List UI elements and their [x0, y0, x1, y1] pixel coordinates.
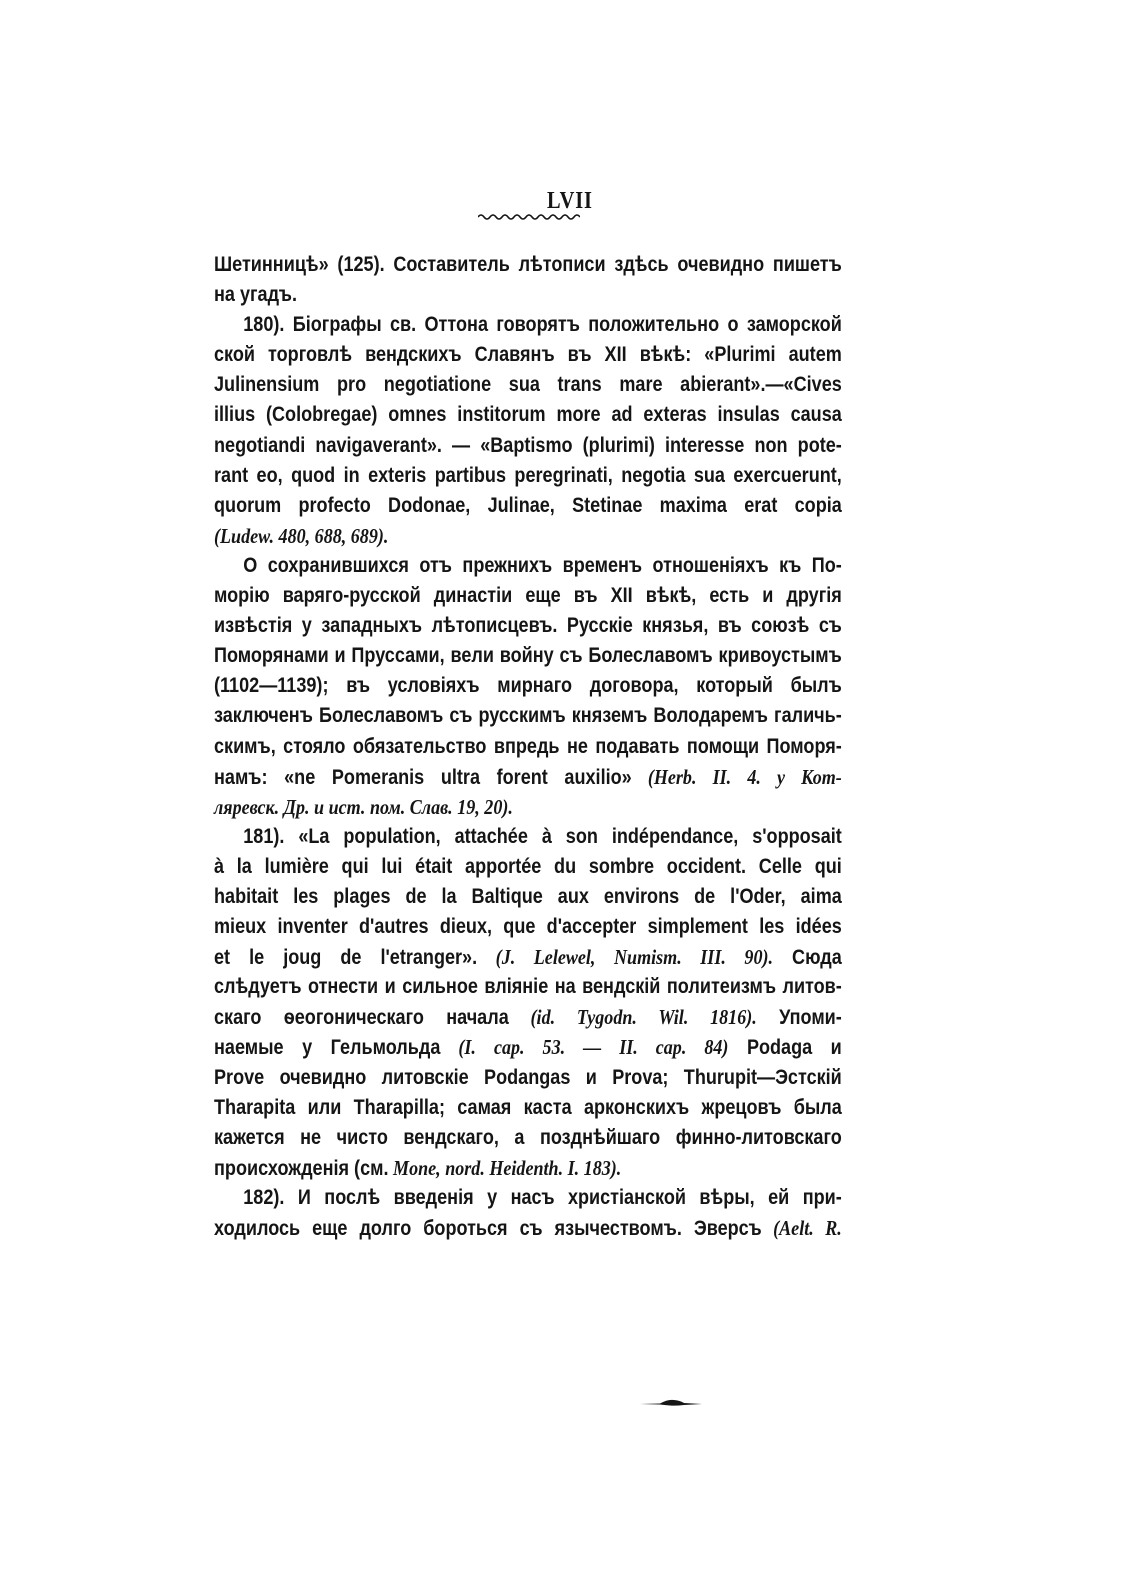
citation: ляревск. Др. и ист. пом. Слав. 19, 20).: [214, 794, 513, 819]
text-line: [214, 701, 842, 731]
text-line: [214, 972, 842, 1002]
line-text-after: Упоми-: [756, 1006, 842, 1030]
line-text: слѣдуетъ отнести и сильное вліяніе на вендскій политеизмъ литов-: [214, 975, 842, 999]
line-text: Prove очевидно литовскіе Podangas и Prova; Thurupit—Эстскій: [214, 1065, 842, 1089]
text-line: [214, 370, 842, 400]
line-text: ходилось еще долго бороться съ язычествомъ. Эверсъ: [214, 1217, 762, 1240]
text-line: [214, 792, 842, 822]
text-line: [214, 1153, 842, 1183]
text-line: [214, 822, 842, 852]
text-line: [214, 431, 842, 461]
line-text: кажется не чисто вендскаго, а позднѣйшаго финно-литовскаго: [214, 1125, 842, 1149]
body-text: [214, 250, 842, 1243]
text-line: [214, 1032, 842, 1062]
line-text: наемые у Гельмольда: [214, 1036, 441, 1060]
line-text: illius (Colobregae) omnes institorum more ad exteras insulas causa: [214, 403, 842, 427]
line-text: negotiandi navigaverant». — «Baptismo (plurimi) interesse non pote-: [214, 433, 842, 457]
text-line: [214, 340, 842, 370]
citation: (Aelt. R.: [761, 1216, 842, 1240]
wavy-rule-ornament: [478, 212, 580, 222]
line-text: извѣстія у западныхъ лѣтописцевъ. Русскіе князья, въ союзѣ съ: [214, 614, 842, 638]
text-line: [214, 1063, 842, 1093]
line-text: скаго ѳеогоническаго начала: [214, 1006, 509, 1030]
line-text: 182). И послѣ введенія у насъ христіанской вѣры, ей при-: [243, 1185, 842, 1209]
text-line: [214, 1213, 842, 1243]
line-text: quorum profecto Dodonae, Julinae, Stetinae maxima erat copia: [214, 493, 842, 517]
text-line: [214, 1093, 842, 1123]
line-text: на угадъ.: [214, 283, 297, 307]
page-header: [0, 188, 1140, 215]
text-line: [214, 551, 842, 581]
text-line: [214, 461, 842, 491]
text-line: [214, 400, 842, 430]
text-line: [214, 1002, 842, 1032]
text-line: [214, 611, 842, 641]
line-text: et le joug de l'etranger».: [214, 946, 478, 970]
text-line: [214, 310, 842, 340]
line-text: mieux inventer d'autres dieux, que d'accepter simplement les idées: [214, 915, 842, 939]
text-line: [214, 942, 842, 972]
line-text: намъ: «ne Pomeranis ultra forent auxilio»: [214, 765, 632, 789]
line-text: Tharapita или Tharapilla; самая каста арконскихъ жрецовъ была: [214, 1095, 842, 1119]
tailpiece-ornament: [640, 1398, 702, 1408]
line-text: (1102—1139); въ условіяхъ мирнаго договора, который былъ: [214, 674, 842, 698]
citation: (I. cap. 53. — II. cap. 84): [440, 1035, 729, 1060]
text-line: [214, 641, 842, 671]
text-line: [214, 280, 842, 310]
text-line: [214, 1123, 842, 1153]
line-text: à la lumière qui lui était apportée du sombre occident. Celle qui: [214, 854, 842, 878]
citation: Mone, nord. Heidenth. I. 183).: [388, 1155, 622, 1180]
text-line: [214, 882, 842, 912]
line-text: Шетинницѣ» (125). Составитель лѣтописи здѣсь очевидно пишетъ: [214, 253, 842, 276]
line-text-after: Сюда: [773, 946, 842, 970]
line-text: О сохранившихся отъ прежнихъ временъ отношеніяхъ къ По-: [243, 553, 842, 577]
line-text: морію варяго-русской династіи еще въ XII вѣкѣ, есть и другія: [214, 584, 842, 608]
citation: (id. Tygodn. Wil. 1816).: [508, 1005, 757, 1030]
text-line: [214, 912, 842, 942]
text-line: [214, 521, 842, 551]
line-text-after: Podaga и: [728, 1036, 842, 1060]
line-text: Julinensium pro negotiatione sua trans mare abierant».—«Cives: [214, 373, 842, 397]
line-text: 180). Біографы св. Оттона говорятъ положительно о заморской: [243, 313, 842, 337]
line-text: происхожденія (см.: [214, 1156, 389, 1180]
line-text: Поморянами и Пруссами, вели войну съ Болеславомъ кривоустымъ: [214, 644, 842, 668]
text-line: [214, 581, 842, 611]
line-text: rant eo, quod in exteris partibus peregrinati, negotia sua exercuerunt,: [214, 463, 842, 487]
text-line: [214, 852, 842, 882]
text-line: [214, 491, 842, 521]
line-text: habitait les plages de la Baltique aux environs de l'Oder, aima: [214, 884, 842, 908]
citation: (Ludew. 480, 688, 689).: [214, 523, 389, 548]
line-text: ской торговлѣ вендскихъ Славянъ въ XII вѣкѣ: «Plurimi autem: [214, 343, 842, 367]
text-line: [214, 671, 842, 701]
text-line: [214, 762, 842, 792]
citation: (J. Lelewel, Numism. III. 90).: [477, 945, 774, 970]
line-text: скимъ, стояло обязательство впредь не подавать помощи Поморя-: [214, 734, 842, 758]
text-line: [214, 1183, 842, 1213]
page-number: LVII: [547, 188, 593, 214]
text-line: [214, 250, 842, 280]
line-text: 181). «La population, attachée à son indépendance, s'opposait: [243, 824, 842, 848]
line-text: заключенъ Болеславомъ съ русскимъ княземъ Володаремъ галичь-: [214, 704, 842, 728]
text-line: [214, 732, 842, 762]
citation: (Herb. II. 4. у Кот-: [631, 764, 842, 789]
